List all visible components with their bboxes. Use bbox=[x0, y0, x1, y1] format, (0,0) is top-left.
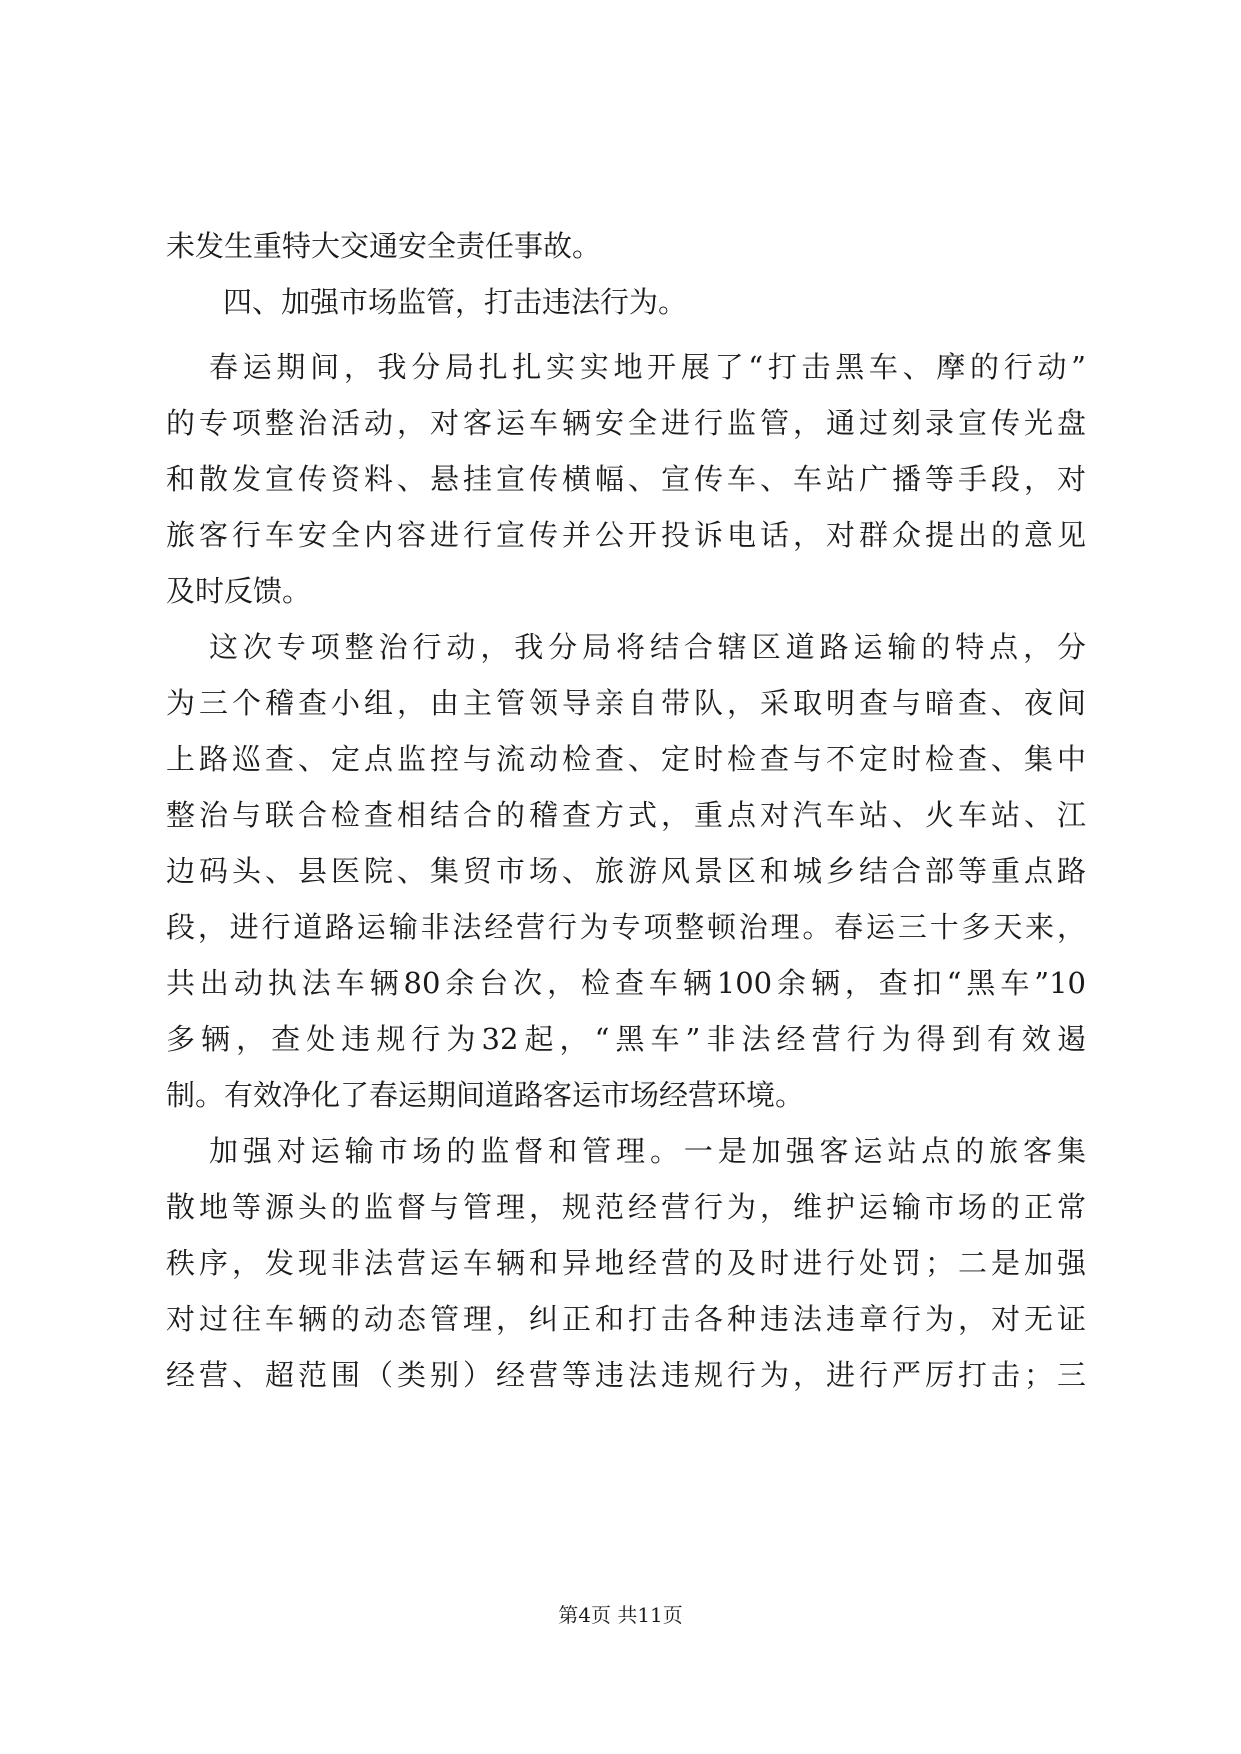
text-line: 段，进行道路运输非法经营行为专项整顿治理。春运三十多天来， bbox=[166, 910, 1086, 944]
text-line: 整治与联合检查相结合的稽查方式，重点对汽车站、火车站、江 bbox=[166, 798, 1086, 832]
text-line: 制。有效净化了春运期间道路客运市场经营环境。 bbox=[166, 1078, 805, 1112]
text-line: 未发生重特大交通安全责任事故。 bbox=[166, 229, 602, 263]
text-line: 对过往车辆的动态管理，纠正和打击各种违法违章行为，对无证 bbox=[166, 1302, 1086, 1336]
page-number-footer: 第4页 共11页 bbox=[558, 1603, 683, 1627]
text-line: 共出动执法车辆80余台次，检查车辆100余辆，查扣“黑车”10 bbox=[166, 966, 1086, 1000]
text-line: 散地等源头的监督与管理，规范经营行为，维护运输市场的正常 bbox=[166, 1190, 1086, 1224]
text-line: 这次专项整治行动，我分局将结合辖区道路运输的特点，分 bbox=[209, 630, 1086, 664]
text-line: 加强对运输市场的监督和管理。一是加强客运站点的旅客集 bbox=[209, 1134, 1086, 1168]
text-line: 边码头、县医院、集贸市场、旅游风景区和城乡结合部等重点路 bbox=[166, 854, 1086, 888]
text-line: 上路巡查、定点监控与流动检查、定时检查与不定时检查、集中 bbox=[166, 742, 1086, 776]
text-line: 经营、超范围（类别）经营等违法违规行为，进行严厉打击；三 bbox=[166, 1358, 1086, 1392]
text-line: 春运期间，我分局扎扎实实地开展了“打击黑车、摩的行动” bbox=[209, 350, 1086, 384]
text-line: 和散发宣传资料、悬挂宣传横幅、宣传车、车站广播等手段，对 bbox=[166, 462, 1086, 496]
section-heading: 四、加强市场监管，打击违法行为。 bbox=[223, 285, 688, 319]
text-line: 多辆，查处违规行为32起，“黑车”非法经营行为得到有效遏 bbox=[166, 1022, 1086, 1056]
text-line: 旅客行车安全内容进行宣传并公开投诉电话，对群众提出的意见 bbox=[166, 518, 1086, 552]
text-line: 的专项整治活动，对客运车辆安全进行监管，通过刻录宣传光盘 bbox=[166, 406, 1086, 440]
text-line: 秩序，发现非法营运车辆和异地经营的及时进行处罚；二是加强 bbox=[166, 1246, 1086, 1280]
text-line: 及时反馈。 bbox=[166, 574, 312, 608]
text-line: 为三个稽查小组，由主管领导亲自带队，采取明查与暗查、夜间 bbox=[166, 686, 1086, 720]
